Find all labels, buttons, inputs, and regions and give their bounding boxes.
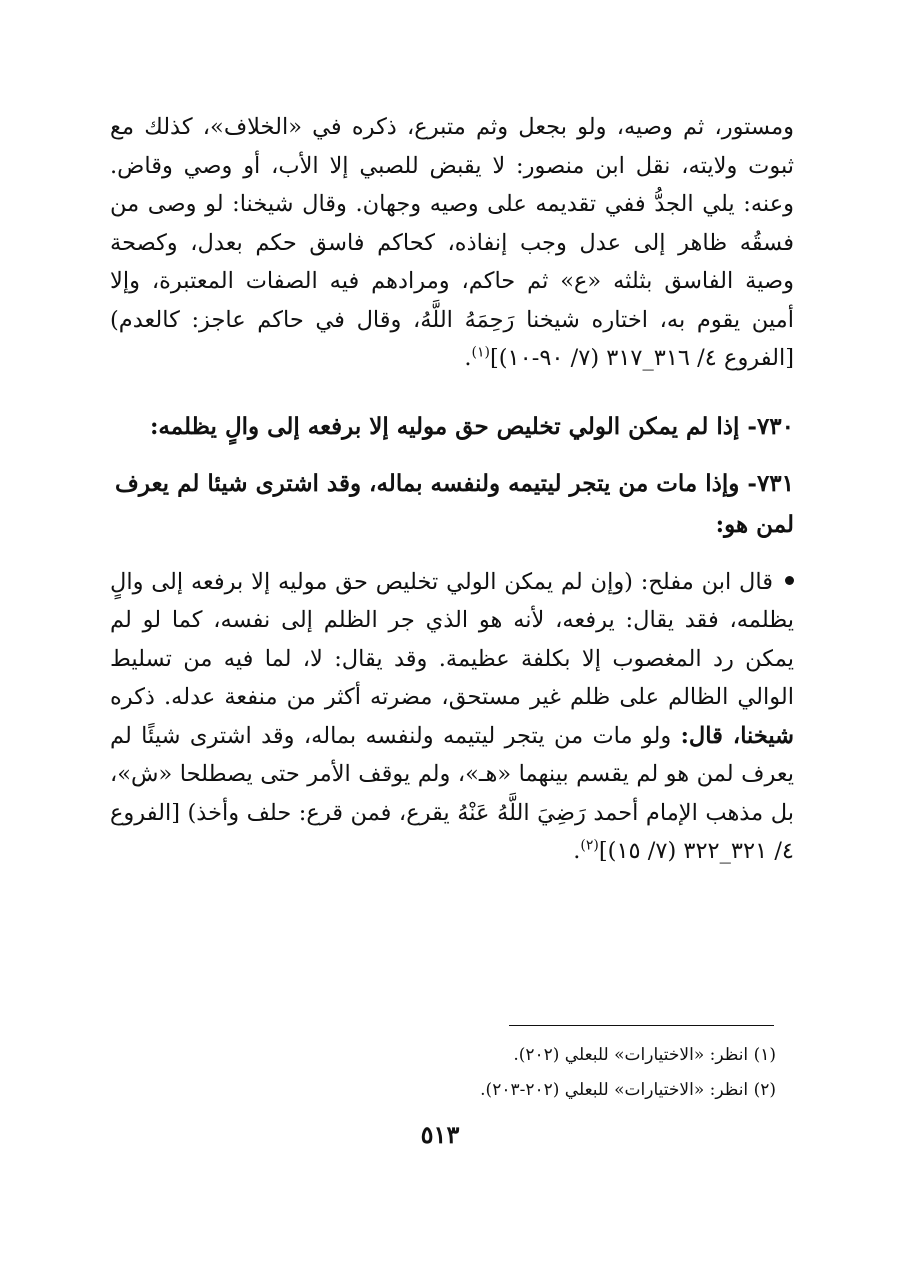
footnote-marker-1[interactable]: (١): [471, 344, 490, 361]
heading-730: [110, 406, 794, 447]
footnote-marker: (١): [753, 1045, 776, 1065]
heading-number: ٧٣٠-: [747, 412, 794, 440]
page-number: ٥١٣: [420, 1120, 460, 1149]
paragraph-end: .: [573, 838, 581, 864]
footnote-marker: (٢): [753, 1080, 776, 1100]
heading-731: [110, 463, 794, 545]
paragraph-1-text: ومستور، ثم وصيه، ولو بجعل وثم متبرع، ذكره في «الخلاف»، كذلك مع ثبوت ولايته، نقل ابن منصور: لا يقبض للصبي إلا الأب، أو وصي وقاض. وعنه: يلي الجدُّ ففي تقديمه على وصيه وجهان. وقال شيخنا: لو وصى من فسقُه ظاهر إلى عدل وجب إنفاذه، كحاكم فاسق حكم بعدل، وكصحة وصية الفاسق بثلثه «ع» ثم حاكم، ومرادهم فيه الصفات المعتبرة، وإلا أمين يقوم به، اختاره شيخنا رَحِمَهُ اللَّهُ، وقال في حاكم عاجز: كالعدم) [الفروع: [110, 114, 794, 371]
paragraph-end: .: [464, 345, 472, 371]
footnote-2: [200, 1073, 776, 1108]
heading-text: وإذا مات من يتجر ليتيمه ولنفسه بماله، وقد اشترى شيئا لم يعرف لمن هو:: [115, 469, 794, 538]
footnote-divider: [509, 1025, 774, 1026]
reference-text: ٤/ ٣٢١_٣٢٢ (٧/ ١٥)]: [598, 838, 794, 864]
reference-text: ٤/ ٣١٦_٣١٧ (٧/ ٩٠-١٠)]: [489, 345, 717, 371]
footnote-text: انظر: «الاختيارات» للبعلي (٢٠٢-٢٠٣).: [480, 1080, 749, 1100]
footnotes: [200, 1038, 776, 1108]
heading-text: إذا لم يمكن الولي تخليص حق موليه إلا برفعه إلى والٍ يظلمه:: [149, 412, 748, 440]
footnote-1: [200, 1038, 776, 1073]
paragraph-2-part-1: قال ابن مفلح: (وإن لم يمكن الولي تخليص حق موليه إلا برفعه إلى والٍ يظلمه، فقد يقال: يرفعه، لأنه هو الذي جر الظلم إلى نفسه، كما لو لم يمكن رد المغصوب إلا بكلفة عظيمة. وقد يقال: لا، لما فيه من تسليط الوالي الظالم على ظلم غير مستحق، مضرته أكثر من منفعة عدله. ذكره: [110, 568, 794, 710]
paragraph-1: [110, 108, 794, 378]
paragraph-2-bold: شيخنا، قال:: [680, 722, 795, 749]
paragraph-2-part-2: ولو مات من يتجر ليتيمه ولنفسه بماله، وقد اشترى شيئًا لم يعرف لمن هو لم يقسم بينهما «هـ»، ولم يوقف الأمر حتى يصطلحا «ش»، بل مذهب الإمام أحمد رَضِيَ اللَّهُ عَنْهُ يقرع، فمن قرع: حلف وأخذ) [الفروع: [110, 722, 794, 826]
reference-fourou-2: [573, 838, 794, 864]
paragraph-2: [110, 563, 794, 871]
page-body: [110, 108, 794, 871]
footnote-marker-2[interactable]: (٢): [580, 837, 599, 854]
reference-fourou-1: [464, 345, 717, 371]
footnote-text: انظر: «الاختيارات» للبعلي (٢٠٢).: [513, 1045, 749, 1065]
heading-number: ٧٣١-: [747, 469, 794, 497]
bullet-icon: [785, 576, 794, 585]
